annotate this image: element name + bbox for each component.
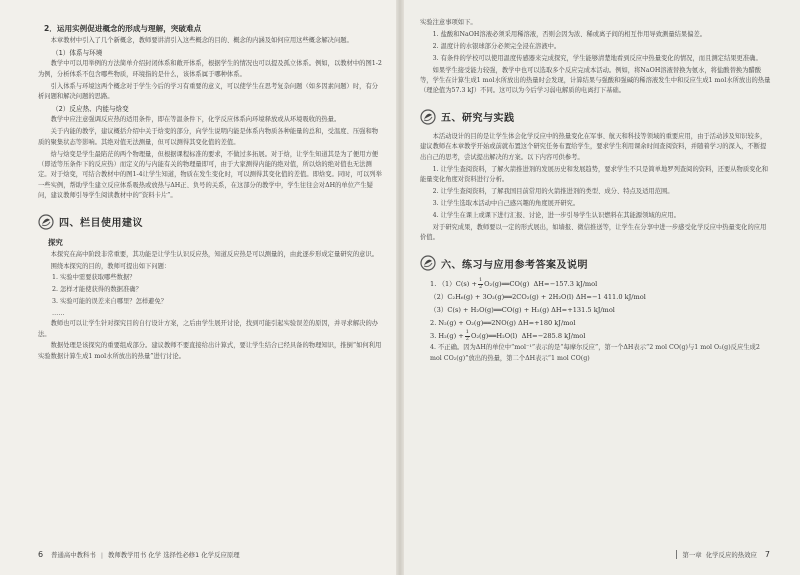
equation-4: 2. N₂(g) + O₂(g)══2NO(g) ΔH=+180 kJ/mol bbox=[430, 319, 576, 328]
section-leaf-icon bbox=[420, 255, 436, 271]
ellipsis: …… bbox=[52, 310, 65, 318]
paragraph: 教学中可以用举例的方法简单介绍封闭体系和敞开体系，根据学生的情况也可以提及孤立体系。例如，以教材中的图1-2为例，分析体系不包含哪些物质，环境指的是什么，该体系属于哪种体系。 bbox=[38, 60, 382, 78]
paragraph: 教师也可以让学生针对探究目的自行设计方案，之后由学生展开讨论，找到可能引起实验误差的原因，并寻求解决的办法。 bbox=[38, 320, 379, 338]
section-6-header bbox=[420, 255, 772, 271]
note-item: 1. 盐酸和NaOH溶液必须采用稀溶液，否则会因为浓、稀或离子间的相互作用导致测量结果偏差。 bbox=[432, 30, 707, 38]
footer-title: 化学反应原理 bbox=[201, 551, 240, 559]
paragraph: 数据处理是该探究的重要组成部分。建议教师不要直接给出计算式，要让学生结合已经具备的物理知识，推倒“如何利用实验数据计算生成1 mol水所放出的热量”进行讨论。 bbox=[38, 342, 382, 360]
note-item: 2. 温度计的水银球部分必须完全浸在溶液中。 bbox=[432, 42, 561, 50]
section-leaf-icon bbox=[420, 109, 436, 125]
paragraph: 引入体系与环境这两个概念对于学生今后的学习有重要的意义，可以使学生在思考复杂问题（如多因素问题）时，有分析问题和解决问题的思路。 bbox=[38, 82, 379, 101]
paragraph: 关于内能的教学，建议概括介绍中关于焓变的部分，向学生说明内能是体系内物质各种能量的总和，受温度、压强和物质的聚集状态等影响。其绝对值无法测量，但可以测得其变化值的差值。 bbox=[38, 128, 379, 146]
section-leaf-icon bbox=[38, 214, 54, 230]
numerator: 1 bbox=[478, 277, 483, 284]
section-5-title: 五、研究与实践 bbox=[441, 113, 515, 125]
question-item: 2. 怎样才能使获得的数据准确？ bbox=[52, 286, 142, 294]
footer-book: 教师教学用书 bbox=[107, 551, 147, 559]
research-item: 4. 让学生在课上或课下进行汇报、讨论，进一步引导学生认识燃料在其能源领域的应用。 bbox=[432, 211, 680, 219]
research-item: 1. 让学生查阅资料，了解火箭推进剂的发展历史和发展趋势，要求学生不只是简单地罗列查阅的资料，还要从物质变化和能量变化角度对资料进行分析。 bbox=[420, 165, 769, 183]
page-number: 7 bbox=[764, 550, 770, 559]
subheading-explore: 探究 bbox=[48, 237, 63, 247]
equation-part: O₂(g)══CO(g) bbox=[484, 280, 530, 289]
fraction-half bbox=[478, 278, 483, 290]
denominator: 2 bbox=[478, 283, 483, 290]
paragraph: 本探究在高中阶段非常重要，其功能是让学生认识反应热，知道反应热是可以测量的，由此逐步形成定量研究的意识。 bbox=[50, 250, 379, 258]
page-gutter bbox=[396, 0, 404, 575]
equation-enthalpy: ΔH=−157.3 kJ/mol bbox=[533, 280, 598, 289]
left-footer: 6 普通高中教科书 | 教师教学用书 化学 选择性必修1 化学反应原理 bbox=[38, 550, 240, 559]
numerator: 1 bbox=[465, 329, 469, 336]
section-5-header bbox=[420, 109, 772, 125]
equation-2: （2）C₂H₆(g) + 3O₂(g)══2CO₂(g) + 2H₂O(l) ΔH=−1 411.0 kJ/mol bbox=[430, 293, 646, 302]
subheading-enthalpy: （2）反应热、内能与焓变 bbox=[52, 104, 129, 113]
paragraph: 教学中应注意强调反应热的适用条件，即在等温条件下，化学反应体系向环境释放或从环境吸收的热量。 bbox=[50, 116, 341, 124]
equation-part: 3. H₂(g) + bbox=[430, 332, 464, 341]
research-item: 2. 让学生查阅资料，了解我国目前常用的火箭推进剂的类型、成分、特点及适用范围。 bbox=[432, 187, 674, 195]
paragraph: 焓与焓变是学生最陷茫的两个物理量，但根据课程标准的要求，不做过多拓展。对于焓，让学生知道其是为了便用方便（即适等压条件下的反应热）而定义的与内能有关的物理量即可，由于大家测得内能的绝对值，所以焓的绝对值也无法测定。对于焓变，可结合教材中的图1-4让学生知道，物质在发生变化时，可以测得其变化值的差值。即焓变。同时，可以列举一些实例，帮助学生建立反应体系吸热或放热与ΔH正、负号的关系，在这部分的教学中，学生往往会对ΔH的单位产生疑问，建议教师引导学生阅读教材中的“资料卡片”。 bbox=[38, 150, 382, 200]
question-item: 3. 实验可能的误差来自哪里？怎样避免？ bbox=[52, 298, 168, 306]
paragraph: 如果学生接受能力较强，教学中也可以选取多个反应完成本活动。例如，将NaOH溶液替换为氨水，将盐酸替换为醋酸等，学生在计算生成1 mol水所放出的热量时会发现，计算结果与强酸和强碱的稀溶液发生中和反应生成1 mol水所放出的热量（理论值为57.3 kJ）不同。这可以为今后学习弱电解质的电离打下基础。 bbox=[420, 66, 771, 95]
equation-5 bbox=[430, 330, 772, 342]
page-number: 6 bbox=[38, 550, 44, 559]
equation-part: O₂(g)══H₂O(l) bbox=[470, 332, 518, 341]
footer-chapter-title: 化学反应的热效应 bbox=[705, 551, 757, 559]
answer-4: 4. 不正确。因为ΔH的单位中“mol⁻¹”表示的是“每摩尔反应”，第一个ΔH表示“2 mol CO(g)与1 mol O₂(g)反应生成2 mol CO₂(g)”放出的热量，第二个ΔH表示“1 mol CO(g) bbox=[430, 344, 760, 362]
research-item: 3. 让学生选取本活动中自己感兴趣的角度展开研究。 bbox=[432, 199, 580, 207]
right-footer bbox=[676, 550, 770, 559]
footer-chapter: 第一章 bbox=[676, 550, 702, 559]
heading-concepts: 2．运用实例促进概念的形成与理解，突破难点 bbox=[44, 24, 202, 33]
question-item: 1. 实验中需要获取哪些数据？ bbox=[52, 274, 136, 282]
footer-volume: 选择性必修1 bbox=[163, 551, 200, 559]
equation-1 bbox=[430, 278, 772, 290]
fraction-half bbox=[465, 330, 470, 342]
paragraph: 本活动设计的目的是让学生体会化学反应中的热量变化在军事、航天和科技等领域的重要应用，由于活动涉及知识较多，建议教师在本章教学开始或前就布置这个研究任务布置给学生，要求学生利用课余时间查阅资料，并随着学习的深入，不断提出自己的思考，尝试提出解决的方案。以下内容可供参考。 bbox=[420, 132, 767, 161]
equation-part: 1. （1）C(s) + bbox=[430, 280, 477, 289]
subheading-system: （1）体系与环境 bbox=[52, 48, 103, 57]
paragraph: 实验注意事项如下。 bbox=[420, 19, 477, 26]
section-6-title: 六、练习与应用参考答案及说明 bbox=[441, 259, 588, 271]
footer-series: 普通高中教科书 bbox=[51, 551, 96, 559]
paragraph: 对于研究成果，教师要以一定的形式展出，如墙报、微信推送等，让学生在分享中进一步感受化学反应中热量变化的应用价值。 bbox=[420, 223, 767, 241]
equation-3: （3）C(s) + H₂O(g)══CO(g) + H₂(g) ΔH=+131.5 kJ/mol bbox=[430, 306, 615, 315]
paragraph: 围绕本探究的目的，教师可提出如下问题： bbox=[50, 262, 171, 270]
section-4-header bbox=[38, 214, 382, 230]
note-item: 3. 有条件的学校可以使用温度传感器来完成探究，学生能够清楚地看到反应中热量变化的情况，而且测定结果更准确。 bbox=[432, 54, 762, 62]
footer-subject: 化学 bbox=[148, 551, 162, 559]
section-4-title: 四、栏目使用建议 bbox=[59, 218, 143, 230]
denominator: 2 bbox=[465, 335, 469, 342]
paragraph: 本章教材中引入了几个新概念，教师要讲清引入这些概念的目的、概念的内涵及如何应用这些概念解决问题。 bbox=[50, 37, 353, 44]
equation-enthalpy: ΔH=−285.8 kJ/mol bbox=[521, 332, 586, 341]
right-page bbox=[400, 0, 800, 575]
